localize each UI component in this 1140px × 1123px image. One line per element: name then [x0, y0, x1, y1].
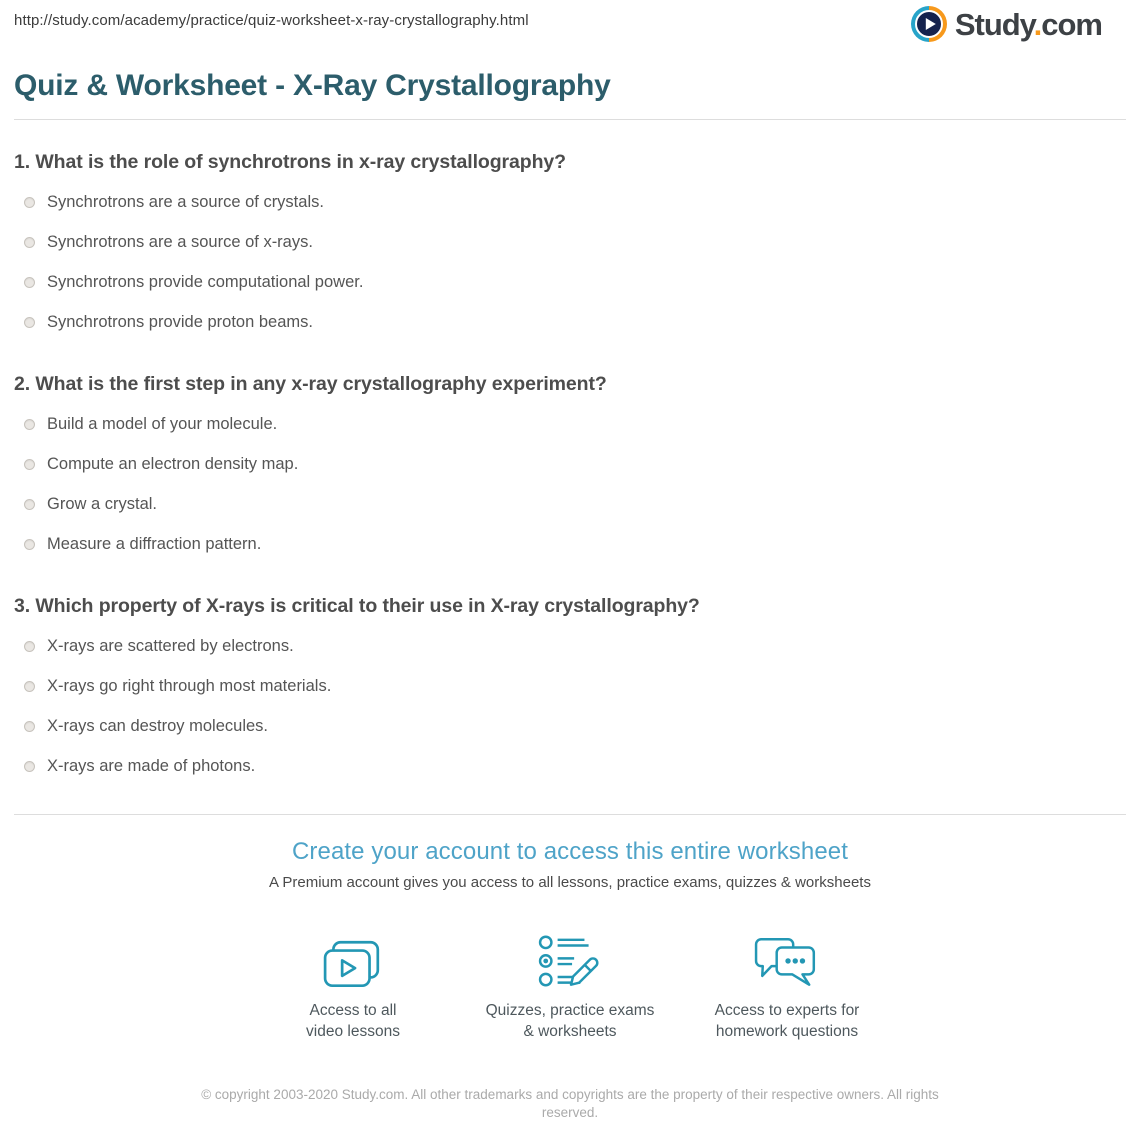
features-row — [14, 929, 1126, 1042]
question-1-option-2[interactable] — [14, 222, 1126, 262]
radio-button-icon[interactable] — [24, 761, 35, 772]
video-lessons-icon — [245, 929, 462, 991]
option-label[interactable]: Synchrotrons provide proton beams. — [47, 312, 313, 331]
logo-core-circle — [915, 10, 943, 38]
play-triangle-icon — [926, 18, 936, 30]
experts-chat-icon — [679, 929, 896, 991]
radio-button-icon[interactable] — [24, 721, 35, 732]
question-1-option-3[interactable] — [14, 262, 1126, 302]
radio-button-icon[interactable] — [24, 419, 35, 430]
option-label[interactable]: X-rays can destroy molecules. — [47, 716, 269, 735]
option-label[interactable]: Synchrotrons are a source of crystals. — [47, 192, 324, 211]
logo-word-com: com — [1041, 6, 1102, 42]
radio-button-icon[interactable] — [24, 317, 35, 328]
cta-section — [14, 838, 1126, 1042]
feature-quizzes-worksheets — [462, 929, 679, 1042]
page-title: Quiz & Worksheet - X-Ray Crystallography — [14, 69, 611, 102]
option-label[interactable]: Compute an electron density map. — [47, 454, 299, 473]
feature-label — [245, 1001, 462, 1042]
question-3 — [14, 595, 1126, 786]
option-label[interactable]: Measure a diffraction pattern. — [47, 534, 262, 553]
option-label[interactable]: X-rays go right through most materials. — [47, 676, 332, 695]
feature-label — [462, 1001, 679, 1042]
question-1 — [14, 151, 1126, 342]
radio-button-icon[interactable] — [24, 197, 35, 208]
logo-dot: . — [1033, 6, 1042, 42]
feature-label-line1: Access to all — [309, 1002, 397, 1019]
radio-button-icon[interactable] — [24, 681, 35, 692]
question-3-option-3[interactable] — [14, 706, 1126, 746]
feature-label-line2: & worksheets — [523, 1022, 617, 1040]
page-url: http://study.com/academy/practice/quiz-worksheet-x-ray-crystallography.html — [14, 12, 529, 29]
studycom-logo[interactable] — [911, 6, 1102, 42]
logo-wordmark — [954, 6, 1102, 42]
cta-subheading: A Premium account gives you access to all lessons, practice exams, quizzes & worksheets — [269, 874, 871, 891]
radio-button-icon[interactable] — [24, 499, 35, 510]
radio-button-icon[interactable] — [24, 237, 35, 248]
question-3-option-1[interactable] — [14, 626, 1126, 666]
quizzes-worksheets-icon — [462, 929, 679, 991]
question-3-option-2[interactable] — [14, 666, 1126, 706]
feature-experts-chat — [679, 929, 896, 1042]
radio-button-icon[interactable] — [24, 459, 35, 470]
title-divider — [14, 119, 1126, 120]
question-1-option-4[interactable] — [14, 302, 1126, 342]
logo-word-study: Study — [954, 6, 1034, 42]
question-1-heading: 1. What is the role of synchrotrons in x-ray crystallography? — [14, 151, 566, 173]
copyright-notice: © copyright 2003-2020 Study.com. All other trademarks and copyrights are the property of their respective owners. All rights reserved. — [201, 1087, 939, 1121]
question-2-option-4[interactable] — [14, 524, 1126, 564]
question-2-option-1[interactable] — [14, 404, 1126, 444]
question-2 — [14, 373, 1126, 564]
radio-button-icon[interactable] — [24, 277, 35, 288]
studycom-play-icon — [911, 6, 947, 42]
feature-label-line2: homework questions — [715, 1022, 859, 1040]
radio-button-icon[interactable] — [24, 641, 35, 652]
page-header — [14, 0, 1126, 42]
option-label[interactable]: X-rays are made of photons. — [47, 756, 256, 775]
option-label[interactable]: X-rays are scattered by electrons. — [47, 636, 294, 655]
question-2-option-3[interactable] — [14, 484, 1126, 524]
feature-label — [679, 1001, 896, 1042]
option-label[interactable]: Synchrotrons provide computational power. — [47, 272, 364, 291]
option-label[interactable]: Synchrotrons are a source of x-rays. — [47, 232, 313, 251]
question-2-option-2[interactable] — [14, 444, 1126, 484]
cta-divider — [14, 814, 1126, 815]
cta-heading: Create your account to access this entire worksheet — [291, 838, 849, 865]
option-label[interactable]: Grow a crystal. — [47, 494, 158, 513]
question-3-option-4[interactable] — [14, 746, 1126, 786]
feature-video-lessons — [245, 929, 462, 1042]
question-1-option-1[interactable] — [14, 182, 1126, 222]
feature-label-line1: Quizzes, practice exams — [485, 1002, 655, 1019]
feature-label-line2: video lessons — [306, 1022, 400, 1040]
question-3-heading: 3. Which property of X-rays is critical to their use in X-ray crystallography? — [14, 595, 700, 617]
question-2-heading: 2. What is the first step in any x-ray crystallography experiment? — [14, 373, 607, 395]
feature-label-line1: Access to experts for — [714, 1002, 860, 1019]
option-label[interactable]: Build a model of your molecule. — [47, 414, 278, 433]
radio-button-icon[interactable] — [24, 539, 35, 550]
